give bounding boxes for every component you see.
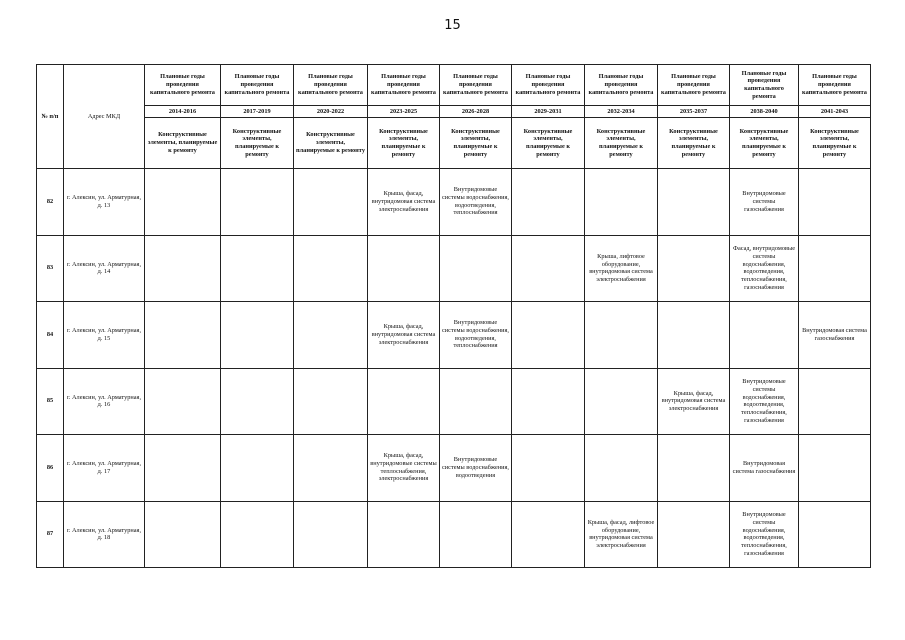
column-header-elements: Конструктивные элементы, планируемые к ремонту — [294, 118, 368, 169]
repair-elements-cell: Крыша, фасад, внутридомовая система электроснабжения — [368, 169, 440, 236]
repair-elements-cell — [294, 302, 368, 369]
column-header-planned-years: Плановые годы проведения капитального ремонта — [294, 65, 368, 106]
page-number: 15 — [444, 18, 461, 33]
repair-elements-cell — [145, 435, 221, 502]
row-address: г. Алексин, ул. Арматурная, д. 18 — [64, 501, 145, 568]
repair-elements-cell — [658, 435, 730, 502]
repair-elements-cell: Внутридомовые системы водоснабжения, водоотведения, теплоснабжения, газоснабжения — [730, 501, 799, 568]
row-number: 84 — [37, 302, 64, 369]
repair-elements-cell — [294, 169, 368, 236]
column-header-planned-years: Плановые годы проведения капитального ремонта — [658, 65, 730, 106]
repair-elements-cell — [440, 368, 512, 435]
column-header-planned-years: Плановые годы проведения капитального ремонта — [512, 65, 585, 106]
repair-elements-cell: Внутридомовая система газоснабжения — [730, 435, 799, 502]
repair-elements-cell — [368, 501, 440, 568]
repair-elements-cell — [658, 169, 730, 236]
repair-elements-cell — [730, 302, 799, 369]
row-address: г. Алексин, ул. Арматурная, д. 14 — [64, 235, 145, 302]
row-number: 82 — [37, 169, 64, 236]
repair-elements-cell — [799, 169, 871, 236]
row-address: г. Алексин, ул. Арматурная, д. 13 — [64, 169, 145, 236]
row-number: 85 — [37, 368, 64, 435]
repair-elements-cell: Крыша, лифтовое оборудование, внутридомовая система электроснабжения — [585, 235, 658, 302]
column-header-period: 2032-2034 — [585, 106, 658, 118]
column-header-elements: Конструктивные элементы, планируемые к ремонту — [440, 118, 512, 169]
column-header-planned-years: Плановые годы проведения капитального ремонта — [221, 65, 294, 106]
repair-elements-cell: Крыша, фасад, лифтовое оборудование, внутридомовая система электроснабжения — [585, 501, 658, 568]
column-header-period: 2038-2040 — [730, 106, 799, 118]
column-header-period: 2023-2025 — [368, 106, 440, 118]
column-header-address: Адрес МКД — [64, 65, 145, 169]
column-header-period: 2035-2037 — [658, 106, 730, 118]
repair-elements-cell: Внутридомовые системы водоснабжения, водоотведения, теплоснабжения — [440, 169, 512, 236]
repair-elements-cell — [221, 302, 294, 369]
repair-elements-cell — [145, 235, 221, 302]
column-header-elements: Конструктивные элементы, планируемые к ремонту — [658, 118, 730, 169]
repair-elements-cell — [658, 302, 730, 369]
repair-elements-cell — [585, 169, 658, 236]
row-address: г. Алексин, ул. Арматурная, д. 15 — [64, 302, 145, 369]
repair-elements-cell — [440, 235, 512, 302]
repair-elements-cell — [512, 169, 585, 236]
column-header-elements: Конструктивные элементы, планируемые к ремонту — [585, 118, 658, 169]
repair-elements-cell — [799, 235, 871, 302]
table-row — [37, 235, 871, 302]
repair-elements-cell: Крыша, фасад, внутридомовая система электроснабжения — [658, 368, 730, 435]
repair-elements-cell: Внутридомовая система газоснабжения — [799, 302, 871, 369]
column-header-period: 2017-2019 — [221, 106, 294, 118]
column-header-period: 2020-2022 — [294, 106, 368, 118]
column-header-period: 2026-2028 — [440, 106, 512, 118]
repair-elements-cell: Внутридомовые системы водоснабжения, водоотведения, теплоснабжения, газоснабжения — [730, 368, 799, 435]
repair-elements-cell — [221, 435, 294, 502]
row-number: 86 — [37, 435, 64, 502]
table-row — [37, 302, 871, 369]
repair-elements-cell: Крыша, фасад, внутридомовая система электроснабжения — [368, 302, 440, 369]
column-header-elements: Конструктивные элементы, планируемые к ремонту — [221, 118, 294, 169]
table-row — [37, 435, 871, 502]
repair-elements-cell — [512, 302, 585, 369]
table-row — [37, 169, 871, 236]
repair-elements-cell — [585, 435, 658, 502]
repair-elements-cell — [221, 501, 294, 568]
repair-elements-cell — [585, 302, 658, 369]
repair-elements-cell — [512, 435, 585, 502]
repair-elements-cell — [368, 368, 440, 435]
table-row — [37, 501, 871, 568]
column-header-planned-years: Плановые годы проведения капитального ремонта — [145, 65, 221, 106]
repair-elements-cell — [145, 302, 221, 369]
column-header-planned-years: Плановые годы проведения капитального ремонта — [799, 65, 871, 106]
repair-elements-cell — [221, 169, 294, 236]
repair-elements-cell — [294, 435, 368, 502]
repair-elements-cell — [658, 501, 730, 568]
repair-elements-cell — [145, 169, 221, 236]
repair-elements-cell: Внутридомовые системы газоснабжения — [730, 169, 799, 236]
repair-elements-cell — [294, 235, 368, 302]
column-header-period: 2014-2016 — [145, 106, 221, 118]
row-address: г. Алексин, ул. Арматурная, д. 16 — [64, 368, 145, 435]
repair-elements-cell — [512, 501, 585, 568]
repair-elements-cell — [294, 501, 368, 568]
column-header-elements: Конструктивные элементы, планируемые к ремонту — [145, 118, 221, 169]
column-header-planned-years: Плановые годы проведения капитального ремонта — [585, 65, 658, 106]
table-row — [37, 368, 871, 435]
repair-elements-cell — [512, 235, 585, 302]
column-header-elements: Конструктивные элементы, планируемые к ремонту — [730, 118, 799, 169]
repair-elements-cell — [221, 368, 294, 435]
repair-elements-cell — [294, 368, 368, 435]
column-header-period: 2029-2031 — [512, 106, 585, 118]
repair-elements-cell: Внутридомовые системы водоснабжения, водоотведения — [440, 435, 512, 502]
header-row-elements — [37, 118, 871, 169]
column-header-planned-years: Плановые годы проведения капитального ремонта — [368, 65, 440, 106]
column-header-planned-years: Плановые годы проведения капитального ремонта — [730, 65, 799, 106]
row-number: 87 — [37, 501, 64, 568]
repair-elements-cell — [799, 435, 871, 502]
repair-elements-cell — [368, 235, 440, 302]
header-row-periods — [37, 106, 871, 118]
repair-elements-cell — [585, 368, 658, 435]
column-header-elements: Конструктивные элементы, планируемые к ремонту — [512, 118, 585, 169]
row-address: г. Алексин, ул. Арматурная, д. 17 — [64, 435, 145, 502]
repair-elements-cell: Внутридомовые системы водоснабжения, водоотведения, теплоснабжения — [440, 302, 512, 369]
repair-elements-cell — [145, 501, 221, 568]
column-header-period: 2041-2043 — [799, 106, 871, 118]
row-number: 83 — [37, 235, 64, 302]
repair-elements-cell — [799, 501, 871, 568]
capital-repair-table — [36, 64, 871, 568]
header-row-planned-years — [37, 65, 871, 106]
column-header-planned-years: Плановые годы проведения капитального ремонта — [440, 65, 512, 106]
repair-elements-cell — [658, 235, 730, 302]
column-header-elements: Конструктивные элементы, планируемые к ремонту — [799, 118, 871, 169]
repair-elements-cell: Фасад, внутридомовые системы водоснабжения, водоотведения, теплоснабжения, газоснабжения — [730, 235, 799, 302]
column-header-number: № п/п — [37, 65, 64, 169]
column-header-elements: Конструктивные элементы, планируемые к ремонту — [368, 118, 440, 169]
repair-elements-cell: Крыша, фасад, внутридомовые системы теплоснабжения, электроснабжения — [368, 435, 440, 502]
repair-elements-cell — [440, 501, 512, 568]
repair-elements-cell — [512, 368, 585, 435]
repair-elements-cell — [799, 368, 871, 435]
repair-elements-cell — [145, 368, 221, 435]
repair-elements-cell — [221, 235, 294, 302]
